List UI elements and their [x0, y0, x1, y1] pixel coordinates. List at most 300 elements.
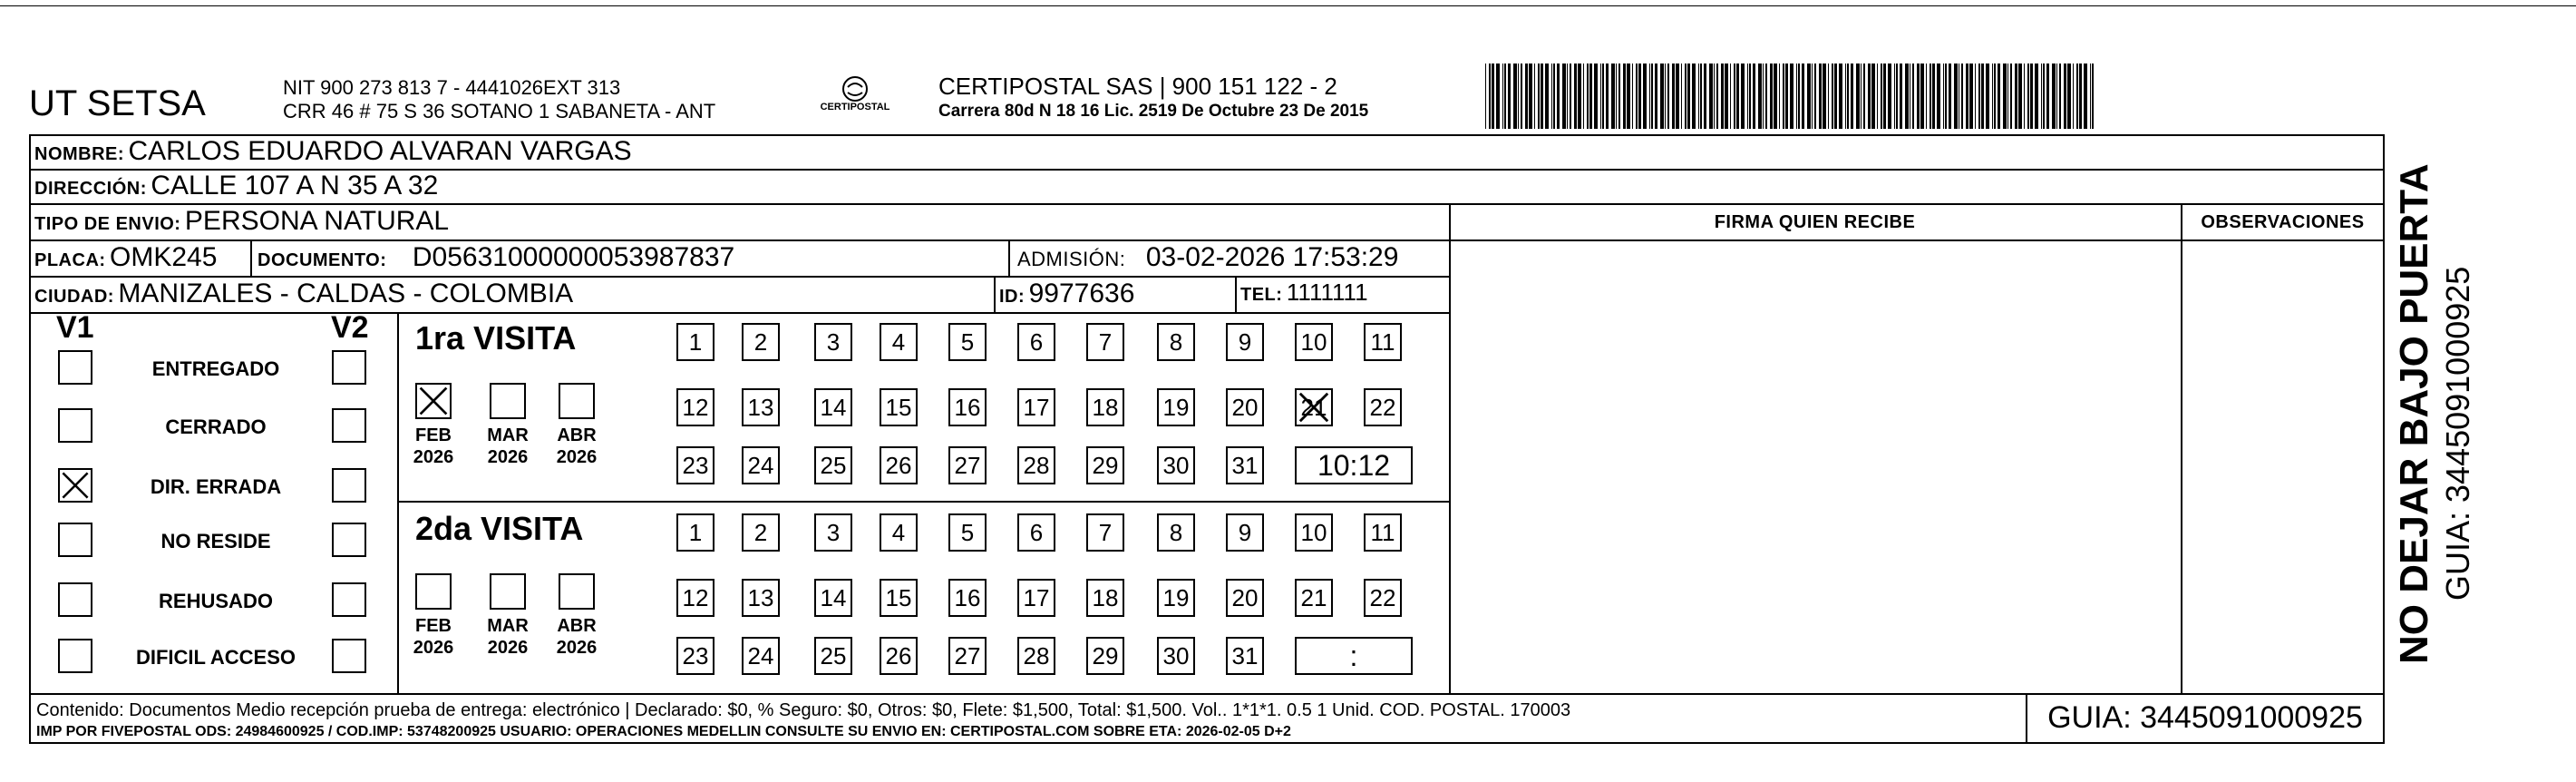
barcode-bar — [1894, 64, 1895, 129]
barcode-bar — [2046, 64, 2049, 129]
documento-label: DOCUMENTO: — [258, 250, 387, 270]
barcode-bar — [1725, 64, 1728, 129]
barcode-bar — [1660, 64, 1664, 129]
second-visit-day[interactable]: 30 — [1157, 637, 1195, 675]
company-address: CRR 46 # 75 S 36 SOTANO 1 SABANETA - ANT — [283, 100, 716, 122]
barcode-bar — [1649, 64, 1650, 129]
barcode-bar — [1802, 64, 1804, 129]
first-visit-day[interactable]: 3 — [814, 323, 852, 361]
first-visit-month-label: MAR 2026 — [487, 425, 529, 467]
barcode-bar — [1623, 64, 1626, 129]
barcode-bar — [1994, 64, 1996, 129]
barcode-bar — [1749, 64, 1751, 129]
barcode-bar — [1845, 64, 1846, 129]
ciudad-value: MANIZALES - CALDAS - COLOMBIA — [118, 279, 574, 308]
barcode-bar — [1525, 64, 1528, 129]
barcode-bar — [1986, 64, 1989, 129]
barcode-bar — [1847, 64, 1849, 129]
second-visit-day[interactable]: 21 — [1295, 579, 1333, 617]
certipostal-info: CERTIPOSTAL SAS | 900 151 122 - 2 — [938, 73, 1337, 100]
barcode-bar — [1741, 64, 1745, 129]
barcode-bar — [1961, 64, 1963, 129]
second-visit-title: 2da VISITA — [415, 510, 584, 547]
visit-divider — [397, 501, 1449, 503]
second-visit-day[interactable]: 6 — [1017, 513, 1055, 552]
v1-checkbox[interactable] — [58, 468, 92, 503]
barcode-bar — [1700, 64, 1702, 129]
barcode-bar — [1975, 64, 1976, 129]
barcode-bar — [1796, 64, 1797, 129]
first-visit-day[interactable]: 30 — [1157, 446, 1195, 484]
barcode-bar — [1881, 64, 1882, 129]
direccion-label: DIRECCIÓN: — [34, 179, 147, 199]
barcode-bar — [1489, 64, 1491, 129]
barcode-bar — [1704, 64, 1706, 129]
barcode-bar — [2010, 64, 2012, 129]
barcode-bar — [1583, 64, 1584, 129]
first-visit-day[interactable]: 8 — [1157, 323, 1195, 361]
barcode-bar — [1667, 64, 1669, 129]
barcode-bar — [2059, 64, 2061, 129]
barcode-bar — [1716, 64, 1718, 129]
barcode-bar — [1871, 64, 1875, 129]
barcode-bar — [1496, 64, 1500, 129]
second-visit-day[interactable]: 4 — [880, 513, 918, 552]
v1-checkbox[interactable] — [58, 408, 92, 443]
first-visit-day[interactable]: 23 — [676, 446, 714, 484]
barcode-bar — [2090, 64, 2091, 129]
second-visit-time[interactable]: : — [1295, 637, 1413, 675]
barcode-bar — [2035, 64, 2038, 129]
first-visit-day[interactable]: 31 — [1226, 446, 1264, 484]
barcode-bar — [1930, 64, 1931, 129]
barcode-bar — [1912, 64, 1914, 129]
barcode-bar — [1917, 64, 1920, 129]
barcode-bar — [1513, 64, 1517, 129]
barcode-bar — [1676, 64, 1679, 129]
second-visit-day[interactable]: 1 — [676, 513, 714, 552]
second-visit-day[interactable]: 18 — [1086, 579, 1124, 617]
barcode-bar — [1538, 64, 1540, 129]
barcode-bar — [1823, 64, 1826, 129]
col-line — [397, 312, 399, 693]
barcode-bar — [1812, 64, 1813, 129]
barcode-bar — [1856, 64, 1860, 129]
barcode-bar — [1981, 64, 1984, 129]
barcode-bar — [1567, 64, 1568, 129]
second-visit-day[interactable]: 20 — [1226, 579, 1264, 617]
barcode-bar — [1779, 64, 1780, 129]
barcode-bar — [1765, 64, 1767, 129]
barcode-bar — [1651, 64, 1653, 129]
barcode-bar — [1888, 64, 1891, 129]
barcode-bar — [1508, 64, 1511, 129]
first-visit-day[interactable]: 11 — [1364, 323, 1402, 361]
barcode-bar — [1672, 64, 1675, 129]
tel-value: 1111111 — [1286, 279, 1368, 306]
second-visit-day[interactable]: 29 — [1086, 637, 1124, 675]
barcode-bar — [1783, 64, 1784, 129]
barcode-bar — [1758, 64, 1762, 129]
barcode-bar — [1943, 64, 1944, 129]
barcode-bar — [1529, 64, 1532, 129]
first-visit-day[interactable]: 1 — [676, 323, 714, 361]
barcode-bar — [1747, 64, 1748, 129]
placa-value: OMK245 — [110, 242, 218, 272]
barcode-bar — [1937, 64, 1940, 129]
first-visit-day[interactable]: 14 — [814, 388, 852, 426]
barcode-bar — [1828, 64, 1829, 129]
tipo-value: PERSONA NATURAL — [184, 206, 450, 236]
barcode-bar — [1541, 64, 1543, 129]
col-line — [2181, 203, 2182, 693]
barcode-bar — [1643, 64, 1647, 129]
first-visit-day[interactable]: 17 — [1017, 388, 1055, 426]
v2-checkbox[interactable] — [332, 639, 366, 673]
barcode-bar — [1798, 64, 1800, 129]
barcode-bar — [1877, 64, 1878, 129]
first-visit-day[interactable]: 2 — [742, 323, 780, 361]
barcode-bar — [1545, 64, 1549, 129]
barcode-bar — [1587, 64, 1589, 129]
v1-label: V1 — [56, 310, 94, 345]
footer-content: Contenido: Documentos Medio recepción prueba de entrega: electrónico | Declarado: $0, % Seguro: $0, Otros: $0, Flete: $1,500, Total: $1,500. Vol.. 1*1*1. 0.5 1 Unid. COD. POSTAL. 170003 — [36, 700, 1571, 720]
barcode-bar — [2024, 64, 2025, 129]
barcode-bar — [1521, 64, 1522, 129]
second-visit-day[interactable]: 19 — [1157, 579, 1195, 617]
barcode-bar — [2064, 64, 2066, 129]
barcode-bar — [1492, 64, 1494, 129]
tel-label: TEL: — [1240, 285, 1283, 305]
first-visit-day[interactable]: 7 — [1086, 323, 1124, 361]
ciudad-row — [34, 279, 573, 309]
barcode-bar — [1978, 64, 1980, 129]
second-visit-month-label: MAR 2026 — [487, 616, 529, 658]
barcode-bar — [1721, 64, 1724, 129]
barcode-bar — [1534, 64, 1535, 129]
barcode-bar — [1790, 64, 1793, 129]
barcode-bar — [1504, 64, 1506, 129]
first-visit-time[interactable]: 10:12 — [1295, 446, 1413, 484]
v2-label: V2 — [331, 310, 369, 345]
second-visit-day[interactable]: 25 — [814, 637, 852, 675]
barcode-bar — [1594, 64, 1598, 129]
status-label: REHUSADO — [159, 590, 273, 612]
first-visit-day[interactable]: 9 — [1226, 323, 1264, 361]
row-line — [29, 203, 2385, 205]
barcode-bar — [1562, 64, 1566, 129]
barcode-bar — [1655, 64, 1657, 129]
barcode-bar — [1692, 64, 1696, 129]
barcode — [1485, 64, 2206, 129]
barcode-bar — [1954, 64, 1958, 129]
first-visit-day[interactable]: 29 — [1086, 446, 1124, 484]
ciudad-label: CIUDAD: — [34, 287, 114, 307]
barcode-bar — [1896, 64, 1898, 129]
direccion-row — [34, 171, 438, 201]
first-visit-month-checkbox[interactable] — [415, 383, 452, 419]
barcode-bar — [1557, 64, 1560, 129]
second-visit-month-label: FEB 2026 — [413, 616, 454, 658]
first-visit-day[interactable]: 13 — [742, 388, 780, 426]
barcode-bar — [1736, 64, 1739, 129]
barcode-bar — [1834, 64, 1837, 129]
barcode-bar — [2056, 64, 2057, 129]
footer-print-info: IMP POR FIVEPOSTAL ODS: 24984600925 / COD.IMP: 53748200925 USUARIO: OPERACIONES MEDELLIN CONSULTE SU ENVIO EN: CERTIPOSTAL.COM SOBRE ETA: 2026-02-05 D+2 — [36, 724, 1291, 739]
second-visit-day[interactable]: 9 — [1226, 513, 1264, 552]
second-visit-day[interactable]: 24 — [742, 637, 780, 675]
barcode-bar — [1681, 64, 1682, 129]
barcode-bar — [1602, 64, 1604, 129]
barcode-bar — [2030, 64, 2033, 129]
barcode-bar — [1966, 64, 1968, 129]
v2-checkbox[interactable] — [332, 408, 366, 443]
barcode-bar — [1502, 64, 1503, 129]
barcode-bar — [1685, 64, 1687, 129]
tel-row — [1240, 279, 1368, 307]
second-visit-day[interactable]: 10 — [1295, 513, 1333, 552]
v1-checkbox[interactable] — [58, 523, 92, 557]
barcode-bar — [1734, 64, 1735, 129]
barcode-bar — [2073, 64, 2074, 129]
second-visit-day[interactable]: 15 — [880, 579, 918, 617]
barcode-bar — [2018, 64, 2022, 129]
second-visit-day[interactable]: 8 — [1157, 513, 1195, 552]
barcode-bar — [1814, 64, 1816, 129]
first-visit-day[interactable]: 18 — [1086, 388, 1124, 426]
direccion-value: CALLE 107 A N 35 A 32 — [151, 171, 439, 200]
barcode-bar — [1770, 64, 1773, 129]
barcode-bar — [1992, 64, 1993, 129]
second-visit-day[interactable]: 22 — [1364, 579, 1402, 617]
second-visit-day[interactable]: 13 — [742, 579, 780, 617]
barcode-bar — [1900, 64, 1902, 129]
barcode-bar — [1807, 64, 1811, 129]
barcode-bar — [1998, 64, 2000, 129]
first-visit-day[interactable]: 6 — [1017, 323, 1055, 361]
barcode-bar — [2041, 64, 2042, 129]
barcode-bar — [1714, 64, 1715, 129]
certipostal-license: Carrera 80d N 18 16 Lic. 2519 De Octubre 23 De 2015 — [938, 102, 1369, 121]
second-visit-month-checkbox[interactable] — [415, 573, 452, 610]
barcode-bar — [1851, 64, 1853, 129]
barcode-bar — [1698, 64, 1699, 129]
first-visit-day[interactable]: 21 — [1295, 388, 1333, 426]
v2-checkbox[interactable] — [332, 468, 366, 503]
admision-label: ADMISIÓN: — [1017, 248, 1126, 270]
barcode-bar — [1687, 64, 1690, 129]
first-visit-day[interactable]: 4 — [880, 323, 918, 361]
barcode-bar — [1969, 64, 1973, 129]
second-visit-day[interactable]: 27 — [948, 637, 987, 675]
second-visit-month-checkbox[interactable] — [559, 573, 595, 610]
first-visit-month-label: FEB 2026 — [413, 425, 454, 467]
barcode-bar — [2007, 64, 2008, 129]
v1-checkbox[interactable] — [58, 582, 92, 617]
barcode-bar — [1785, 64, 1788, 129]
col-line — [1449, 203, 1451, 693]
tipo-label: TIPO DE ENVIO: — [34, 214, 181, 234]
col-line — [1008, 239, 1010, 276]
status-label: CERRADO — [165, 415, 267, 438]
barcode-bar — [1763, 64, 1764, 129]
id-row — [999, 279, 1134, 309]
barcode-bar — [1551, 64, 1552, 129]
id-value: 9977636 — [1028, 279, 1135, 308]
second-visit-day[interactable]: 2 — [742, 513, 780, 552]
firma-label: FIRMA QUIEN RECIBE — [1714, 212, 1916, 232]
company-nit: NIT 900 273 813 7 - 4441026EXT 313 — [283, 76, 621, 99]
second-visit-day[interactable]: 31 — [1226, 637, 1264, 675]
v1-checkbox[interactable] — [58, 350, 92, 385]
col-line — [1235, 276, 1237, 312]
second-visit-day[interactable]: 5 — [948, 513, 987, 552]
barcode-bar — [2067, 64, 2071, 129]
barcode-bar — [1868, 64, 1871, 129]
logo-text: CERTIPOSTAL — [820, 102, 890, 112]
first-visit-day[interactable]: 19 — [1157, 388, 1195, 426]
second-visit-month-label: ABR 2026 — [556, 616, 598, 658]
second-visit-day[interactable]: 28 — [1017, 637, 1055, 675]
barcode-bar — [2092, 64, 2094, 129]
nombre-value: CARLOS EDUARDO ALVARAN VARGAS — [128, 136, 632, 166]
status-label: DIR. ERRADA — [150, 475, 282, 498]
tipo-row — [34, 206, 449, 237]
barcode-bar — [1485, 64, 1486, 129]
documento-value: D05631000000053987837 — [412, 242, 735, 272]
col-line — [994, 276, 996, 312]
second-visit-day[interactable]: 7 — [1086, 513, 1124, 552]
footer-guia: GUIA: 3445091000925 — [2047, 700, 2363, 735]
id-label: ID: — [999, 287, 1026, 307]
barcode-bar — [1832, 64, 1833, 129]
second-visit-day[interactable]: 16 — [948, 579, 987, 617]
first-visit-day[interactable]: 25 — [814, 446, 852, 484]
barcode-bar — [1600, 64, 1601, 129]
second-visit-day[interactable]: 14 — [814, 579, 852, 617]
first-visit-day[interactable]: 26 — [880, 446, 918, 484]
barcode-bar — [1574, 64, 1577, 129]
second-visit-day[interactable]: 26 — [880, 637, 918, 675]
second-visit-day[interactable]: 11 — [1364, 513, 1402, 552]
first-visit-day[interactable]: 28 — [1017, 446, 1055, 484]
barcode-bar — [1606, 64, 1609, 129]
barcode-bar — [2076, 64, 2078, 129]
certipostal-logo — [810, 71, 900, 122]
barcode-bar — [2043, 64, 2045, 129]
barcode-bar — [1616, 64, 1617, 129]
barcode-bar — [1578, 64, 1581, 129]
status-label: DIFICIL ACCESO — [135, 646, 296, 669]
first-visit-day[interactable]: 12 — [676, 388, 714, 426]
first-visit-month-checkbox[interactable] — [559, 383, 595, 419]
admision-value: 03-02-2026 17:53:29 — [1145, 242, 1399, 272]
barcode-bar — [1920, 64, 1924, 129]
side-guia: GUIA: 3445091000925 — [2439, 266, 2476, 601]
barcode-bar — [2052, 64, 2056, 129]
barcode-bar — [2079, 64, 2082, 129]
v1-checkbox[interactable] — [58, 639, 92, 673]
v2-checkbox[interactable] — [332, 582, 366, 617]
barcode-bar — [1774, 64, 1777, 129]
first-visit-month-label: ABR 2026 — [556, 425, 598, 467]
barcode-bar — [1638, 64, 1641, 129]
documento-row — [258, 242, 734, 273]
barcode-bar — [1949, 64, 1951, 129]
barcode-bar — [1926, 64, 1927, 129]
barcode-bar — [1861, 64, 1862, 129]
barcode-bar — [1932, 64, 1935, 129]
col-line — [250, 239, 252, 276]
placa-label: PLACA: — [34, 250, 106, 270]
side-warning: NO DEJAR BAJO PUERTA — [2392, 163, 2436, 664]
first-visit-day[interactable]: 22 — [1364, 388, 1402, 426]
first-visit-day[interactable]: 24 — [742, 446, 780, 484]
v2-checkbox[interactable] — [332, 350, 366, 385]
barcode-bar — [1570, 64, 1571, 129]
barcode-bar — [1945, 64, 1947, 129]
barcode-bar — [2084, 64, 2087, 129]
barcode-bar — [1636, 64, 1638, 129]
company-name: UT SETSA — [29, 83, 206, 123]
barcode-bar — [1665, 64, 1666, 129]
first-visit-day[interactable]: 10 — [1295, 323, 1333, 361]
first-visit-day[interactable]: 27 — [948, 446, 987, 484]
barcode-bar — [1589, 64, 1592, 129]
page-top-border — [0, 5, 2576, 6]
first-visit-title: 1ra VISITA — [415, 319, 577, 357]
first-visit-day[interactable]: 20 — [1226, 388, 1264, 426]
barcode-bar — [1627, 64, 1630, 129]
barcode-bar — [1753, 64, 1755, 129]
second-visit-month-checkbox[interactable] — [490, 573, 526, 610]
barcode-bar — [1905, 64, 1909, 129]
second-visit-day[interactable]: 12 — [676, 579, 714, 617]
barcode-bar — [1883, 64, 1886, 129]
barcode-bar — [1839, 64, 1842, 129]
barcode-bar — [2027, 64, 2029, 129]
barcode-bar — [1611, 64, 1615, 129]
first-visit-day[interactable]: 15 — [880, 388, 918, 426]
status-label: NO RESIDE — [160, 530, 271, 552]
barcode-bar — [2003, 64, 2007, 129]
barcode-bar — [2015, 64, 2017, 129]
barcode-bar — [1553, 64, 1555, 129]
admision-row — [1017, 242, 1398, 273]
second-visit-day[interactable]: 17 — [1017, 579, 1055, 617]
row-line — [29, 239, 2385, 241]
second-visit-day[interactable]: 3 — [814, 513, 852, 552]
barcode-bar — [1819, 64, 1822, 129]
first-visit-day[interactable]: 5 — [948, 323, 987, 361]
observaciones-label: OBSERVACIONES — [2201, 212, 2365, 232]
nombre-label: NOMBRE: — [34, 144, 125, 164]
placa-row — [34, 242, 217, 273]
barcode-bar — [1632, 64, 1633, 129]
nombre-row — [34, 136, 632, 167]
barcode-bar — [1863, 64, 1865, 129]
barcode-bar — [1730, 64, 1731, 129]
barcode-bar — [1619, 64, 1620, 129]
first-visit-month-checkbox[interactable] — [490, 383, 526, 419]
v2-checkbox[interactable] — [332, 523, 366, 557]
row-line — [29, 312, 1449, 314]
barcode-bar — [1709, 64, 1713, 129]
first-visit-day[interactable]: 16 — [948, 388, 987, 426]
barcode-bar — [1518, 64, 1519, 129]
status-label: ENTREGADO — [151, 357, 280, 380]
second-visit-day[interactable]: 23 — [676, 637, 714, 675]
